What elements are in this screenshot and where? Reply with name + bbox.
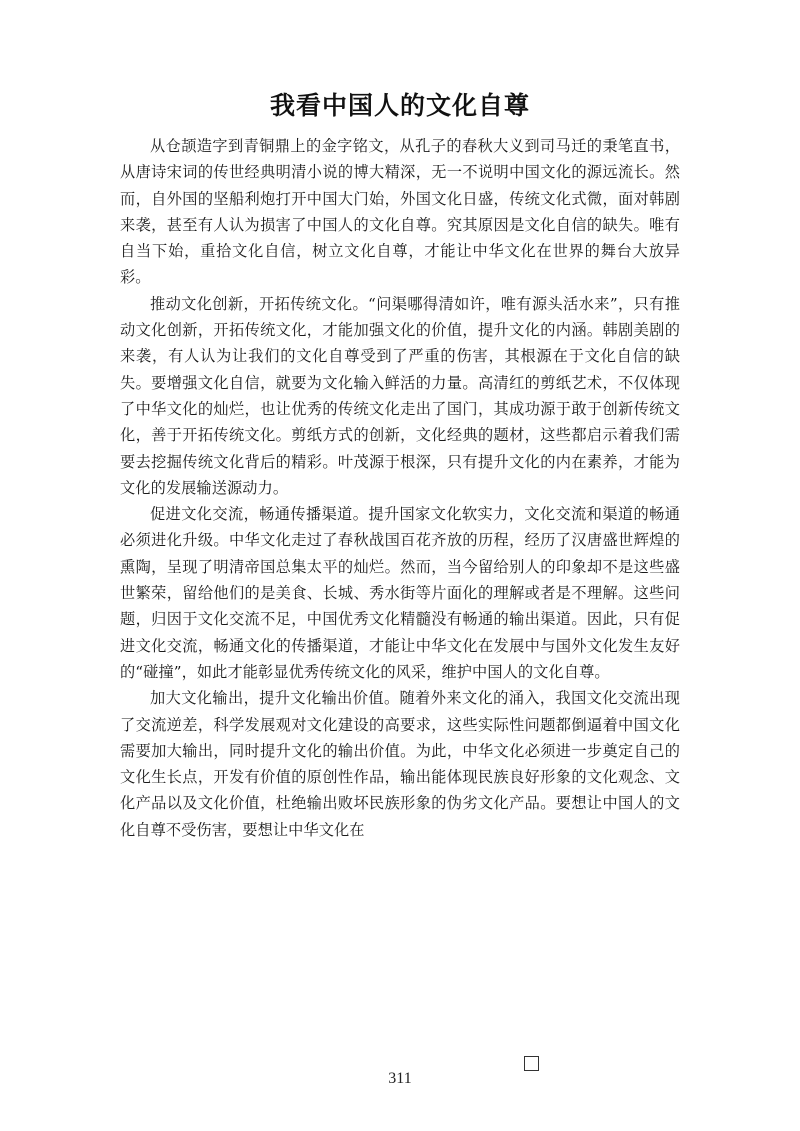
paragraph: 促进文化交流，畅通传播渠道。提升国家文化软实力，文化交流和渠道的畅通必须进化升级。中华文化走过了春秋战国百花齐放的历程，经历了汉唐盛世辉煌的熏陶，呈现了明清帝国总集太平的灿烂。然而，当今留给别人的印象却不是这些盛世繁荣，留给他们的是美食、长城、秀水街等片面化的理解或者是不理解。这些问题，归因于文化交流不足，中国优秀文化精髓没有畅通的输出渠道。因此，只有促进文化交流，畅通文化的传播渠道，才能让中华文化在发展中与国外文化发生友好的“碰撞”，如此才能彰显优秀传统文化的风采，维护中国人的文化自尊。 (120, 505, 680, 681)
paragraph: 从仓颉造字到青铜鼎上的金字铭文，从孔子的春秋大义到司马迁的秉笔直书，从唐诗宋词的传世经典明清小说的博大精深，无一不说明中国文化的源远流长。然而，自外国的坚船利炮打开中国大门始，外国文化日盛，传统文化式微，面对韩剧来袭，甚至有人认为损害了中国人的文化自尊。究其原因是文化自信的缺失。唯有自当下始，重拾文化自信，树立文化自尊，才能让中华文化在世界的舞台大放异彩。 (120, 137, 680, 287)
page-number: 311 (388, 1070, 412, 1087)
page-title: 我看中国人的文化自尊 (269, 91, 530, 120)
checkbox[interactable] (524, 1056, 539, 1071)
paragraph: 推动文化创新，开拓传统文化。“问渠哪得清如许，唯有源头活水来”，只有推动文化创新，开拓传统文化，才能加强文化的价值，提升文化的内涵。韩剧美剧的来袭，有人认为让我们的文化自尊受到了严重的伤害，其根源在于文化自信的缺失。要增强文化自信，就要为文化输入鲜活的力量。高清红的剪纸艺术，不仅体现了中华文化的灿烂，也让优秀的传统文化走出了国门，其成功源于敢于创新传统文化，善于开拓传统文化。剪纸方式的创新，文化经典的题材，这些都启示着我们需要去挖掘传统文化背后的精彩。叶茂源于根深，只有提升文化的内在素养，才能为文化的发展输送源动力。 (120, 294, 680, 497)
article-body (120, 133, 680, 843)
paragraph: 加大文化输出，提升文化输出价值。随着外来文化的涌入，我国文化交流出现了交流逆差，科学发展观对文化建设的高要求，这些实际性问题都倒逼着中国文化需要加大输出，同时提升文化的输出价值。为此，中华文化必须进一步奠定自己的文化生长点，开发有价值的原创性作品，输出能体现民族良好形象的文化观念、文化产品以及文化价值，杜绝输出败坏民族形象的伪劣文化产品。要想让中国人的文化自尊不受伤害，要想让中华文化在 (120, 689, 680, 839)
